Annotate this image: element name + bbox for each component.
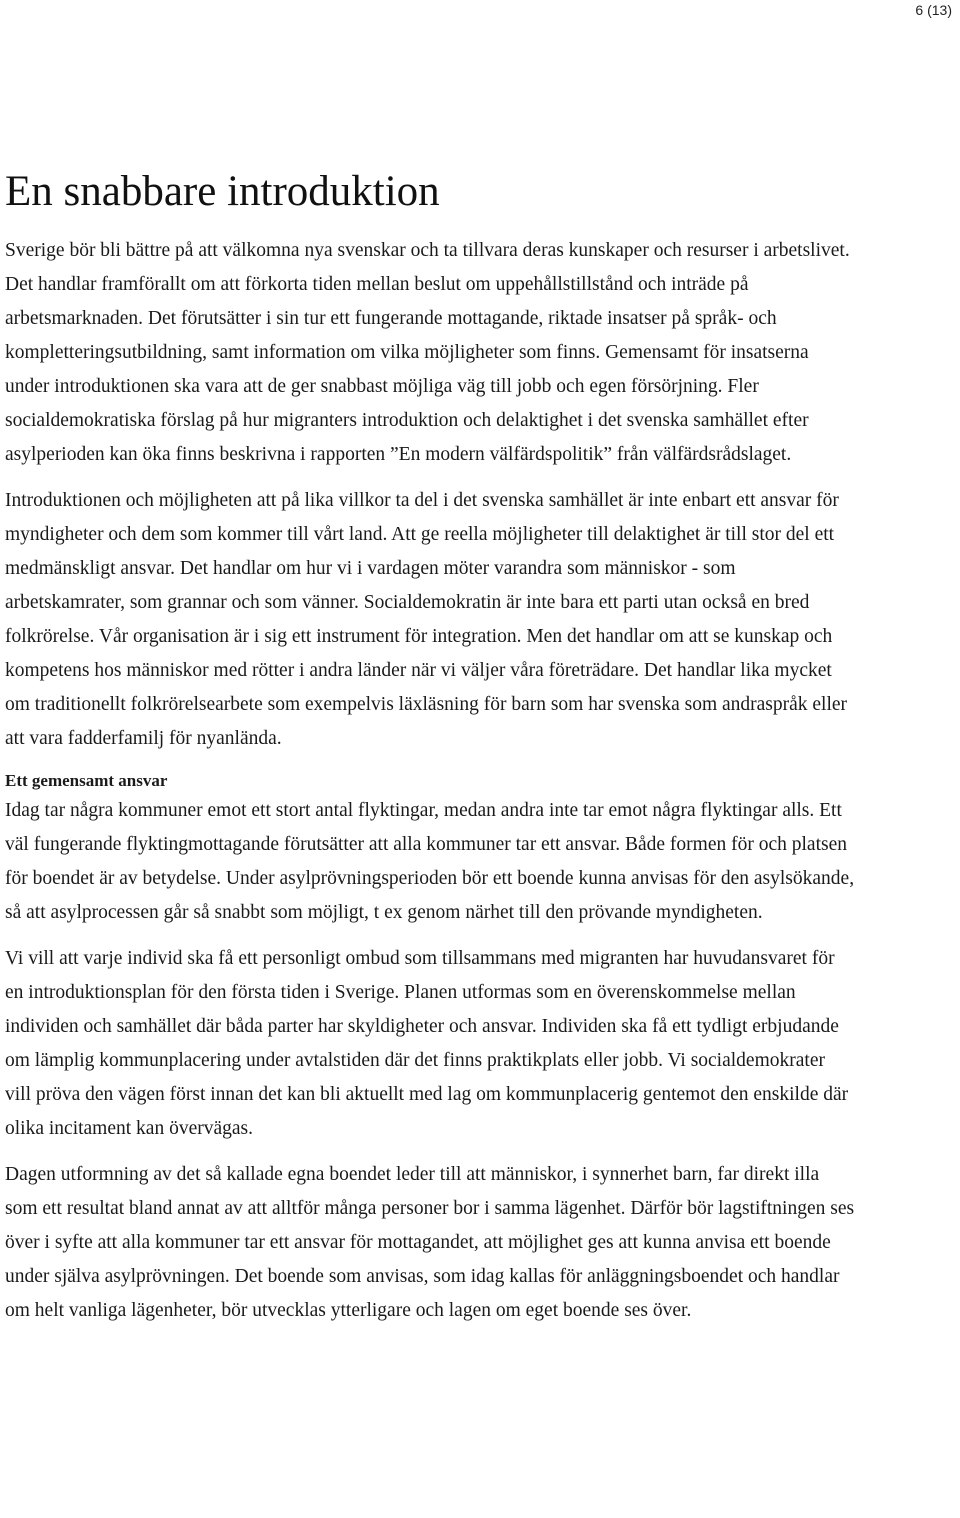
document-body bbox=[5, 162, 855, 1340]
paragraph-responsibility: Introduktionen och möjligheten att på lika villkor ta del i det svenska samhället är inte enbart ett ansvar för myndigheter och dem som kommer till vårt land. Att ge reella möjligheter till delaktighet är till stor del ett medmänskligt ansvar. Det handlar om hur vi i vardagen möter varandra som människor - som arbetskamrater, som grannar och som vänner. Socialdemokratin är inte bara ett parti utan också en bred folkrörelse. Vår organisation är i sig ett instrument för integration. Men det handlar om att se kunskap och kompetens hos människor med rötter i andra länder när vi väljer våra företrädare. Det handlar lika mycket om traditionellt folkrörelsearbete som exempelvis läxläsning för barn som har svenska som andraspråk eller att vara fadderfamilj för nyanlända. bbox=[5, 490, 848, 749]
paragraph-intro: Sverige bör bli bättre på att välkomna nya svenskar och ta tillvara deras kunskaper och resurser i arbetslivet. Det handlar framförallt om att förkorta tiden mellan beslut om uppehållstillstånd och inträde på arbetsmarknaden. Det förutsätter i sin tur ett fungerande mottagande, riktade insatser på språk- och kompletteringsutbildning, samt information om vilka möjligheter som finns. Gemensamt för insatserna under introduktionen ska vara att de ger snabbast möjliga väg till jobb och egen försörjning. Fler socialdemokratiska förslag på hur migranters introduktion och delaktighet i det svenska samhället efter asylperioden kan öka finns beskrivna i rapporten ”En modern välfärdspolitik” från välfärdsrådslaget. bbox=[5, 240, 850, 465]
paragraph-refugee-reception: Idag tar några kommuner emot ett stort antal flyktingar, medan andra inte tar emot några flyktingar alls. Ett väl fungerande flyktingmottagande förutsätter att alla kommuner tar ett ansvar. Både formen för och platsen för boendet är av betydelse. Under asylprövningsperioden bör ett boende kunna anvisas för den asylsökande, så att asylprocessen går så snabbt som möjligt, t ex genom närhet till den prövande myndigheten. bbox=[5, 800, 855, 923]
paragraph-personal-representative: Vi vill att varje individ ska få ett personligt ombud som tillsammans med migranten har huvudansvaret för en introduktionsplan för den första tiden i Sverige. Planen utformas som en överenskommelse mellan individen och samhället där båda parter har skyldigheter och ansvar. Individen ska få ett tydligt erbjudande om lämplig kommunplacering under avtalstiden där det finns praktikplats eller jobb. Vi socialdemokrater vill pröva den vägen först innan det kan bli aktuellt med lag om kommunplacerig gentemot den enskilde där olika incitament kan övervägas. bbox=[5, 948, 849, 1139]
page-number: 6 (13) bbox=[915, 2, 952, 18]
section-heading: Ett gemensamt ansvar bbox=[5, 771, 168, 790]
page-title: En snabbare introduktion bbox=[5, 168, 440, 215]
paragraph-housing: Dagen utformning av det så kallade egna boendet leder till att människor, i synnerhet barn, far direkt illa som ett resultat bland annat av att alltför många personer bor i samma lägenhet. Därför bör lagstiftningen ses över i syfte att alla kommuner tar ett ansvar för mottagandet, att möjlighet ges att kunna anvisa ett boende under själva asylprövningen. Det boende som anvisas, som idag kallas för anläggningsboendet och handlar om helt vanliga lägenheter, bör utvecklas ytterligare och lagen om eget boende ses över. bbox=[5, 1164, 855, 1321]
